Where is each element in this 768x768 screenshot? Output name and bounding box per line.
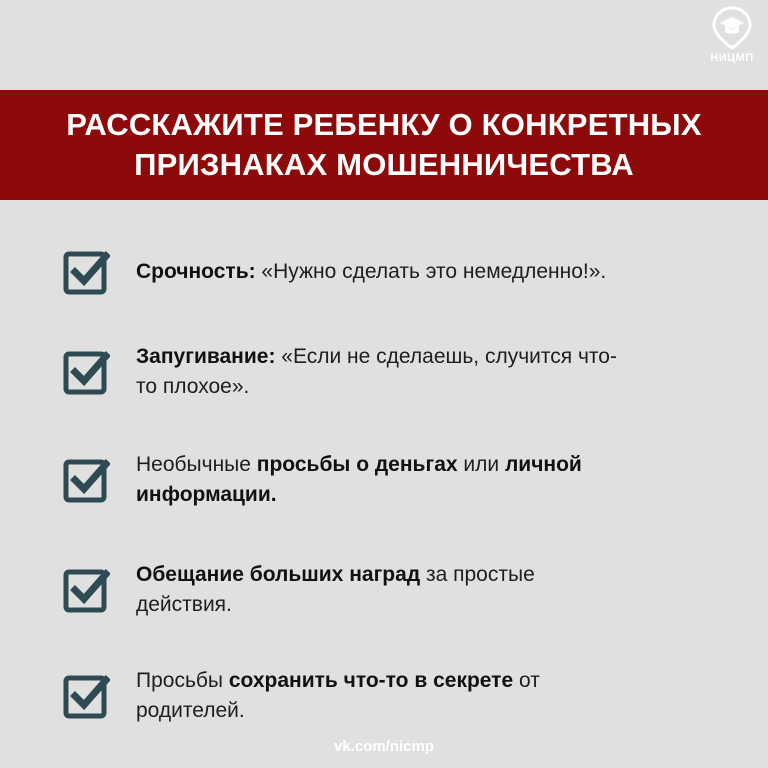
logo — [704, 6, 760, 70]
item-text: Обещание больших наград за простые действия. — [136, 563, 535, 616]
item-text: Необычные просьбы о деньгах или личной информации. — [136, 453, 582, 506]
item-text: Срочность: «Нужно сделать это немедленно!». — [136, 260, 607, 283]
list-item — [62, 450, 722, 510]
checkbox-checked-icon — [62, 348, 110, 396]
checkbox-checked-icon — [62, 456, 110, 504]
graduation-cap-pin-icon — [711, 6, 753, 50]
item-text: Просьбы сохранить что-то в секрете от родителей. — [136, 669, 540, 722]
title-banner — [0, 90, 768, 200]
footer-link[interactable]: vk.com/nicmp — [333, 738, 435, 755]
logo-text: НИЦМП — [710, 52, 754, 64]
title-line-2: ПРИЗНАКАХ МОШЕННИЧЕСТВА — [134, 147, 634, 182]
checkbox-checked-icon — [62, 672, 110, 720]
list-item — [62, 666, 722, 726]
checkbox-checked-icon — [62, 248, 110, 296]
list-item — [62, 248, 722, 296]
item-text: Запугивание: «Если не сделаешь, случится что- то плохое». — [136, 345, 617, 398]
list-item — [62, 342, 722, 402]
list-item — [62, 560, 722, 620]
title-line-1: РАССКАЖИТЕ РЕБЕНКУ О КОНКРЕТНЫХ — [66, 107, 702, 142]
checkbox-checked-icon — [62, 566, 110, 614]
